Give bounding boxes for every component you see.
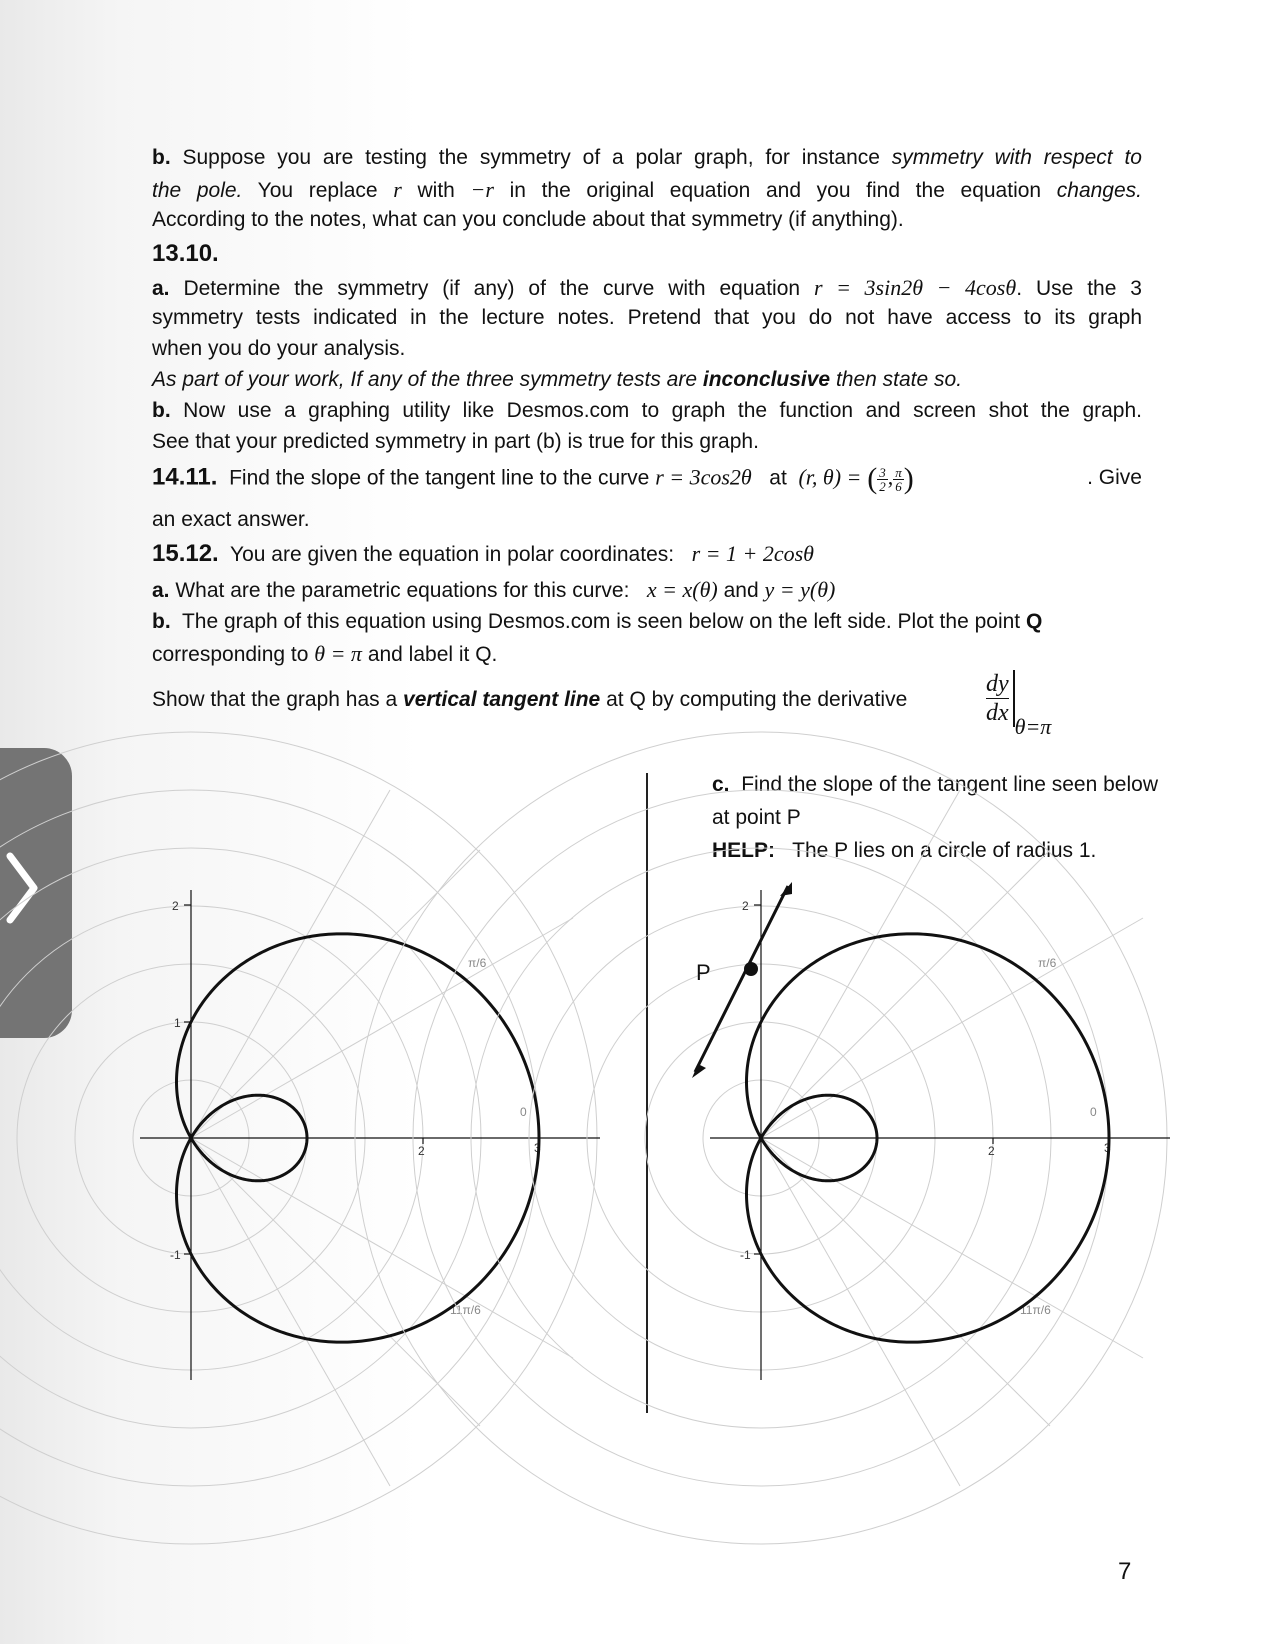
- p1310-a-line-2: symmetry tests indicated in the lecture notes. Pretend that you do not have access to its graph: [152, 306, 1142, 329]
- y-tick-neg1: -1: [740, 1248, 751, 1262]
- p1512-intro: 15.12. You are given the equation in polar coordinates: r = 1 + 2cosθ: [152, 540, 814, 567]
- p1411-line-2: an exact answer.: [152, 508, 310, 531]
- x-tick-2: 2: [418, 1144, 425, 1158]
- column-divider: [646, 773, 648, 1413]
- p1512-c: c. Find the slope of the tangent line seen below at point P HELP: The P lies on a circle of radius 1.: [712, 773, 1158, 862]
- sym-question-line-3: According to the notes, what can you conclude about that symmetry (if anything).: [152, 208, 904, 231]
- p1512-show: Show that the graph has a vertical tangent line at Q by computing the derivative: [152, 688, 908, 711]
- point-p-label: P: [696, 960, 711, 985]
- y-tick-2: 2: [172, 899, 179, 913]
- angle-label-11pi6: 11π/6: [450, 1303, 481, 1317]
- problem-13-10-heading: 13.10.: [152, 240, 219, 267]
- x-tick-3: 3: [1104, 1141, 1111, 1155]
- fraction-pi-6: $\frac{\pi}{6}$: [895, 464, 902, 494]
- sym-question-line-2: the pole. You replace r with −r in the original equation and you find the equation changes.: [152, 177, 1142, 202]
- p1310-a-line-1: a. Determine the symmetry (if any) of the curve with equation r = 3sin2θ − 4cosθ. Use the 3: [152, 275, 1142, 300]
- y-tick-neg1: -1: [170, 1248, 181, 1262]
- p1310-b-line-1: b. Now use a graphing utility like Desmos.com to graph the function and screen shot the graph.: [152, 399, 1142, 422]
- sym-question-line-1: b. Suppose you are testing the symmetry of a polar graph, for instance symmetry with respect to: [152, 146, 1142, 169]
- page-number: 7: [1118, 1558, 1132, 1585]
- fraction-3-2: $\frac{3}{2}$: [879, 464, 886, 494]
- x-tick-2: 2: [988, 1144, 995, 1158]
- p1310-b-line-2: See that your predicted symmetry in part (b) is true for this graph.: [152, 430, 759, 453]
- chevron-right-icon: [2, 848, 42, 928]
- derivative-expression: $\frac{dy}{dx}$ θ=π: [986, 671, 1052, 739]
- p1310-a-line-3: when you do your analysis.: [152, 337, 406, 360]
- angle-label-11pi6: 11π/6: [1020, 1303, 1051, 1317]
- p1411-line-1: 14.11. Find the slope of the tangent line to the curve r = 3cos2θ at (r, θ) = ( $\frac{3}{2}$ , $\frac{\pi}{6}$ ) . Give: [152, 462, 1142, 495]
- y-tick-1: 1: [174, 1016, 181, 1030]
- angle-label-0: 0: [1090, 1105, 1097, 1119]
- p1512-a: a. What are the parametric equations for this curve: x = x(θ) and y = y(θ): [152, 577, 836, 602]
- x-tick-3: 3: [534, 1141, 541, 1155]
- y-tick-2: 2: [742, 899, 749, 913]
- angle-label-pi6: π/6: [468, 956, 487, 970]
- angle-label-pi6: π/6: [1038, 956, 1057, 970]
- tangent-arrow-up: [780, 882, 792, 896]
- angle-label-0: 0: [520, 1105, 527, 1119]
- p1512-b-line-2: corresponding to θ = π and label it Q.: [152, 641, 498, 666]
- point-p-marker: [744, 962, 758, 976]
- p1310-note: As part of your work, If any of the three symmetry tests are inconclusive then state so.: [152, 368, 963, 391]
- limacon-graph-right: [696, 890, 1170, 1380]
- p1512-b-line-1: b. The graph of this equation using Desmos.com is seen below on the left side. Plot the point Q: [152, 610, 1043, 633]
